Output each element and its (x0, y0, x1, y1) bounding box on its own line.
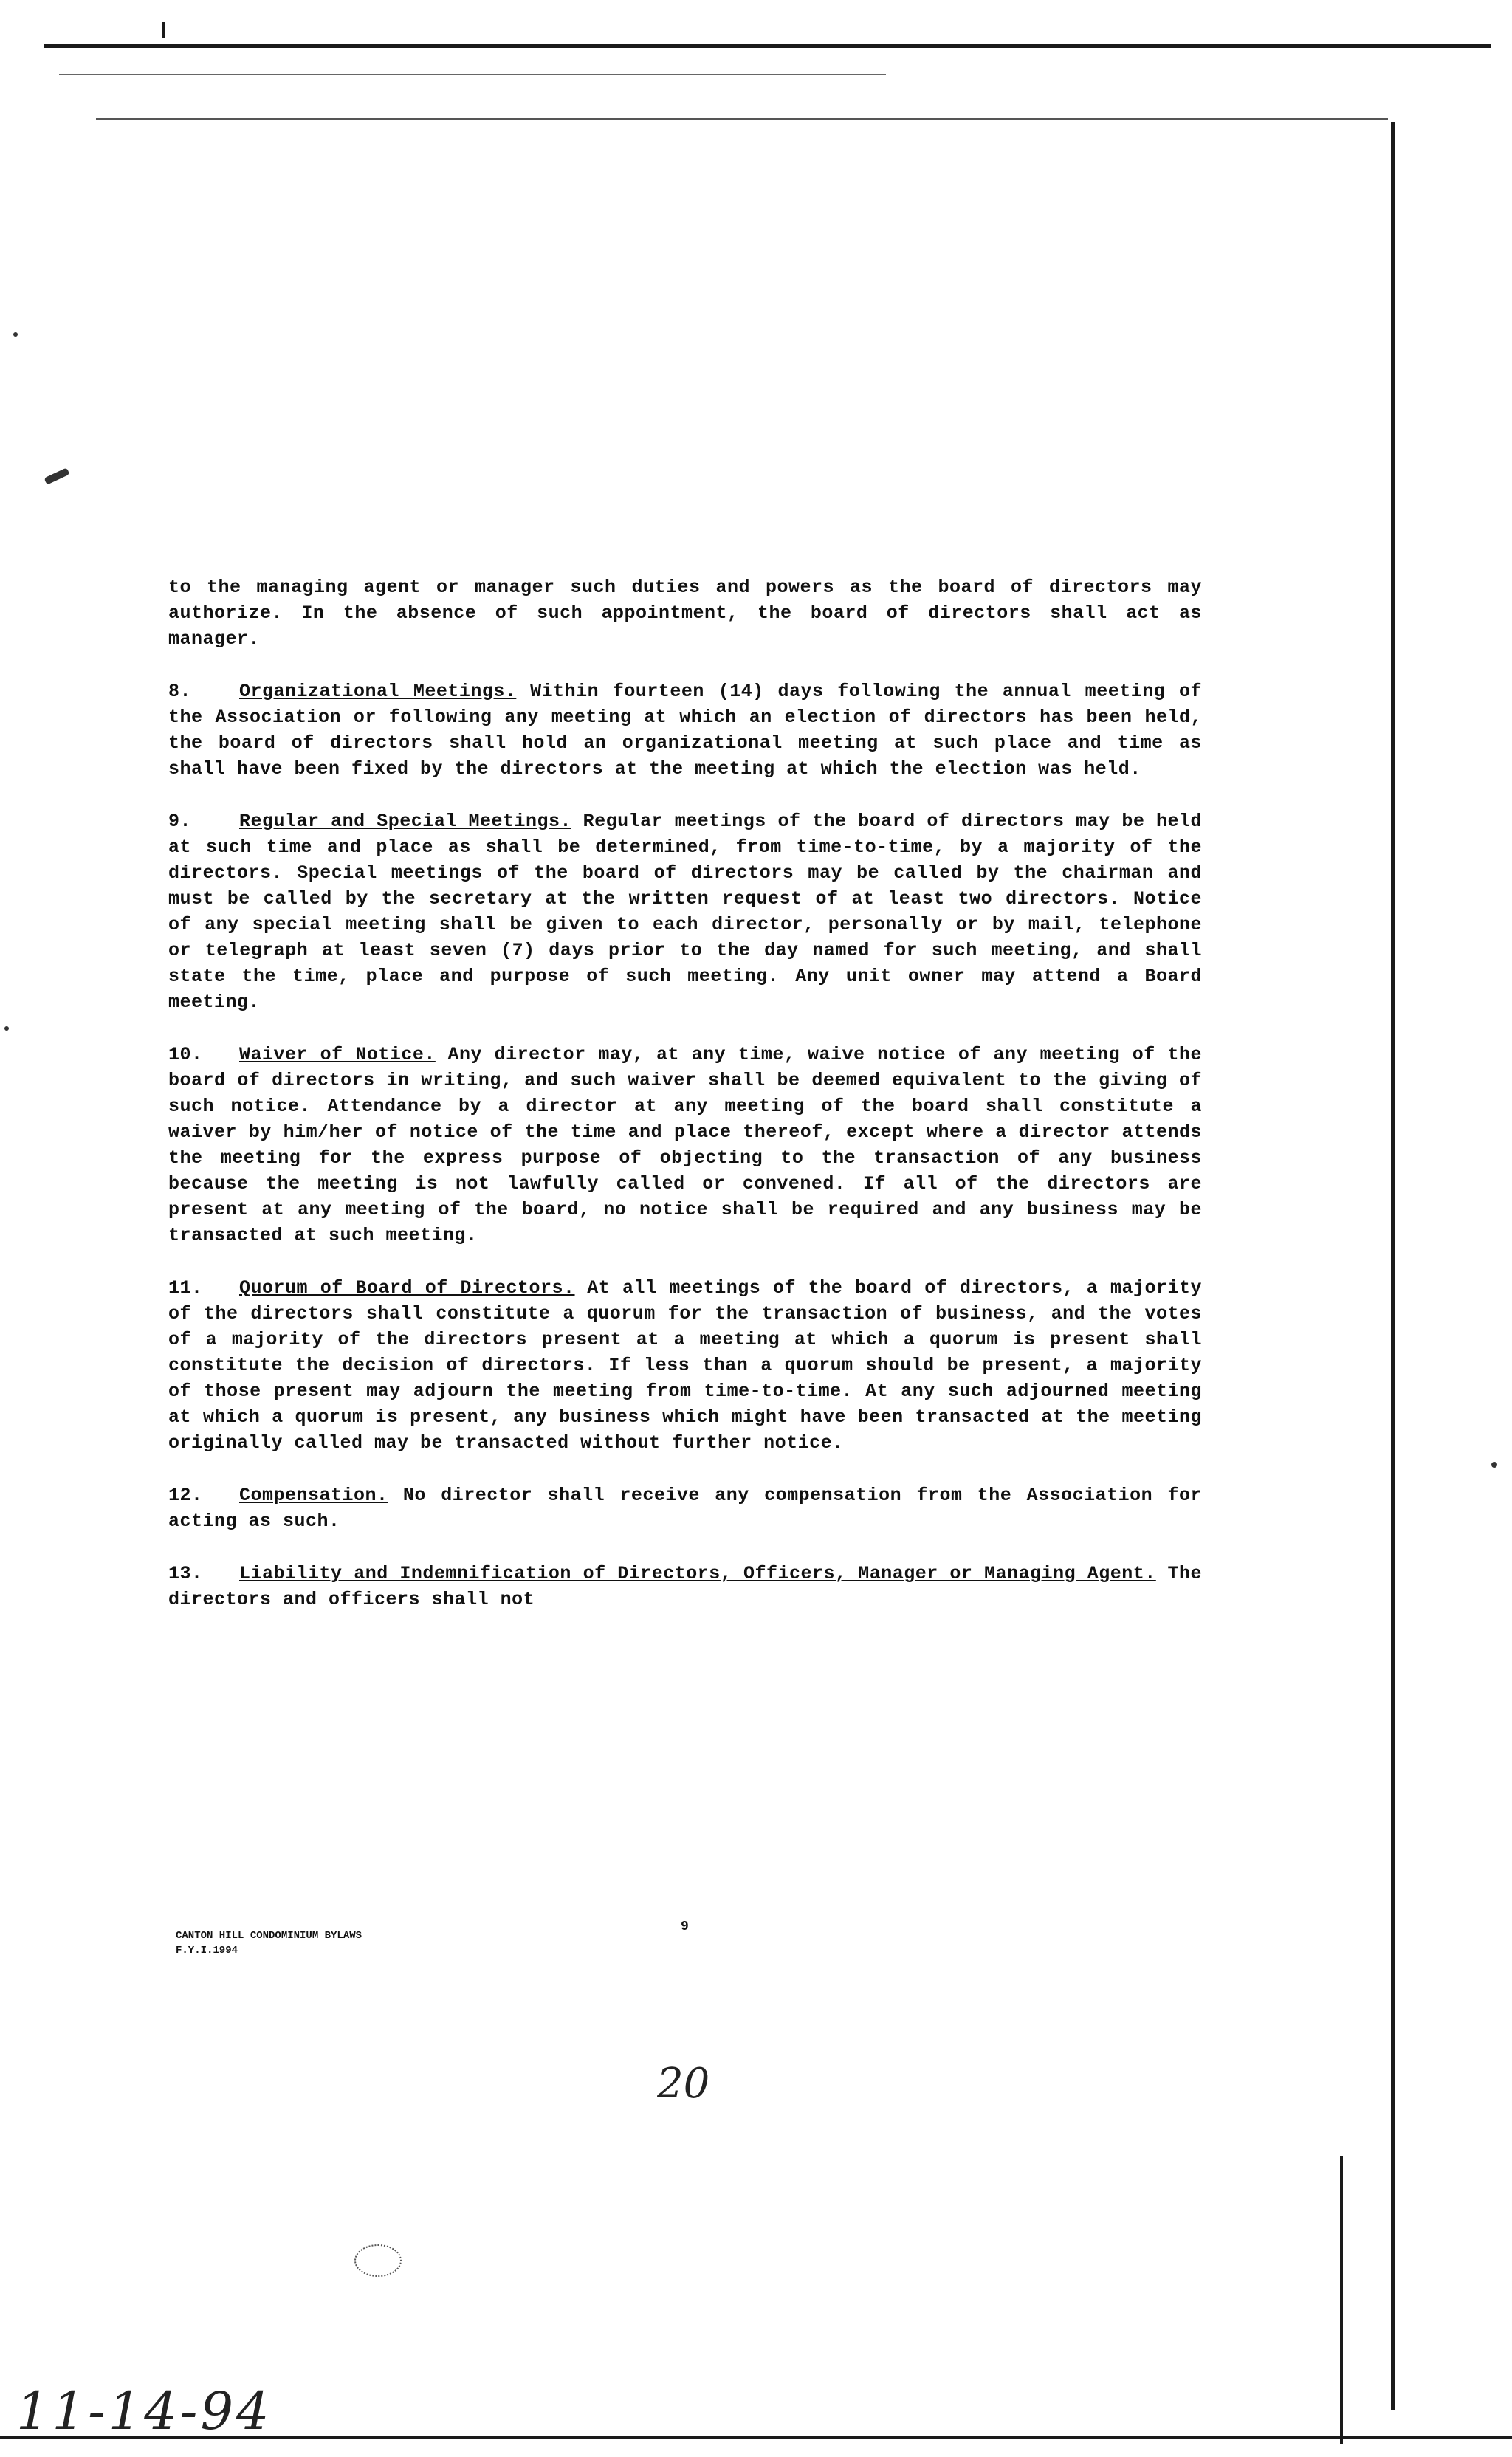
paragraph-11 (168, 1275, 1202, 1456)
handwritten-page-number: 20 (657, 2060, 710, 2108)
top-left-tick (162, 22, 165, 38)
footer-page-number: 9 (681, 1920, 689, 1934)
right-border-line (1391, 122, 1395, 2410)
paragraph-text: The directors and officers shall not (168, 1563, 1202, 1610)
paragraph-heading: Quorum of Board of Directors. (239, 1277, 575, 1299)
top-border-line-thin (59, 74, 886, 75)
footer-code-line: CANTON HILL CONDOMINIUM BYLAWS (176, 1930, 362, 1942)
paragraph-9 (168, 808, 1202, 1015)
paragraph-13 (168, 1561, 1202, 1612)
paragraph-number: 8. (168, 681, 192, 702)
paragraph-text: Within fourteen (14) days following the annual meeting of the Association or following any meeting at which an election of directors has been held, the board of directors shall hold an organizational meeting at such place and time as shall have been fixed by the directors at the meeting at which the election was held. (168, 681, 1202, 780)
scan-speckle (1491, 1462, 1497, 1468)
paragraph-text: No director shall receive any compensation from the Association for acting as such. (168, 1485, 1202, 1532)
paragraph-8 (168, 678, 1202, 782)
paragraph-7-continuation (168, 574, 1202, 652)
footer-document-code (176, 1928, 362, 1958)
footer-code-line: F.Y.I.1994 (176, 1945, 238, 1956)
paragraph-heading: Compensation. (239, 1485, 388, 1506)
paragraph-number: 13. (168, 1563, 203, 1584)
paragraph-text: At all meetings of the board of directors, a majority of the directors shall constitute a quorum for the transaction of business, and the votes of a majority of the directors present at a meeting at which a quorum is present shall constitute the decision of directors. If less than a quorum should be present, a majority of those present may adjourn the meeting from time-to-time. At any such adjourned meeting at which a quorum is present, any business which might have been transacted at the meeting originally called may be transacted without further notice. (168, 1277, 1202, 1454)
paragraph-heading: Waiver of Notice. (239, 1044, 436, 1065)
paragraph-10 (168, 1042, 1202, 1248)
paragraph-number: 10. (168, 1044, 203, 1065)
paragraph-12 (168, 1482, 1202, 1534)
right-lower-border-line (1340, 2156, 1343, 2444)
handwritten-date: 11-14-94 (16, 2381, 272, 2441)
paragraph-number: 11. (168, 1277, 203, 1299)
paragraph-text: Any director may, at any time, waive notice of any meeting of the board of directors in writing, and such waiver shall be deemed equivalent to the giving of such notice. Attendance by a director at any meeting of the board shall constitute a waiver by him/her of notice of the time and place thereof, except where a director attends the meeting for the express purpose of objecting to the transaction of any business because the meeting is not lawfully called or convened. If all of the directors are present at any meeting of the board, no notice shall be required and any business may be transacted at such meeting. (168, 1044, 1202, 1246)
paragraph-heading: Liability and Indemnification of Directors, Officers, Manager or Managing Agent. (239, 1563, 1156, 1584)
paragraph-heading: Regular and Special Meetings. (239, 811, 571, 832)
top-border-line (44, 44, 1491, 48)
paragraph-number: 12. (168, 1485, 203, 1506)
document-body (168, 574, 1202, 1639)
paragraph-heading: Organizational Meetings. (239, 681, 517, 702)
top-border-line-secondary (96, 118, 1388, 120)
paragraph-number: 9. (168, 811, 192, 832)
scan-speckle (13, 332, 18, 337)
scan-speckle (4, 1026, 9, 1031)
scan-speckle (44, 467, 69, 484)
paragraph-text: to the managing agent or manager such duties and powers as the board of directors may authorize. In the absence of such appointment, the board of directors shall act as manager. (168, 577, 1202, 650)
paragraph-text: Regular meetings of the board of directors may be held at such time and place as shall be determined, from time-to-time, by a majority of the directors. Special meetings of the board of directors may be called by the chairman and must be called by the secretary at the written request of at least two directors. Notice of any special meeting shall be given to each director, personally or by mail, telephone or telegraph at least seven (7) days prior to the day named for such meeting, and shall state the time, place and purpose of such meeting. Any unit owner may attend a Board meeting. (168, 811, 1202, 1013)
scan-speckle (354, 2244, 402, 2277)
